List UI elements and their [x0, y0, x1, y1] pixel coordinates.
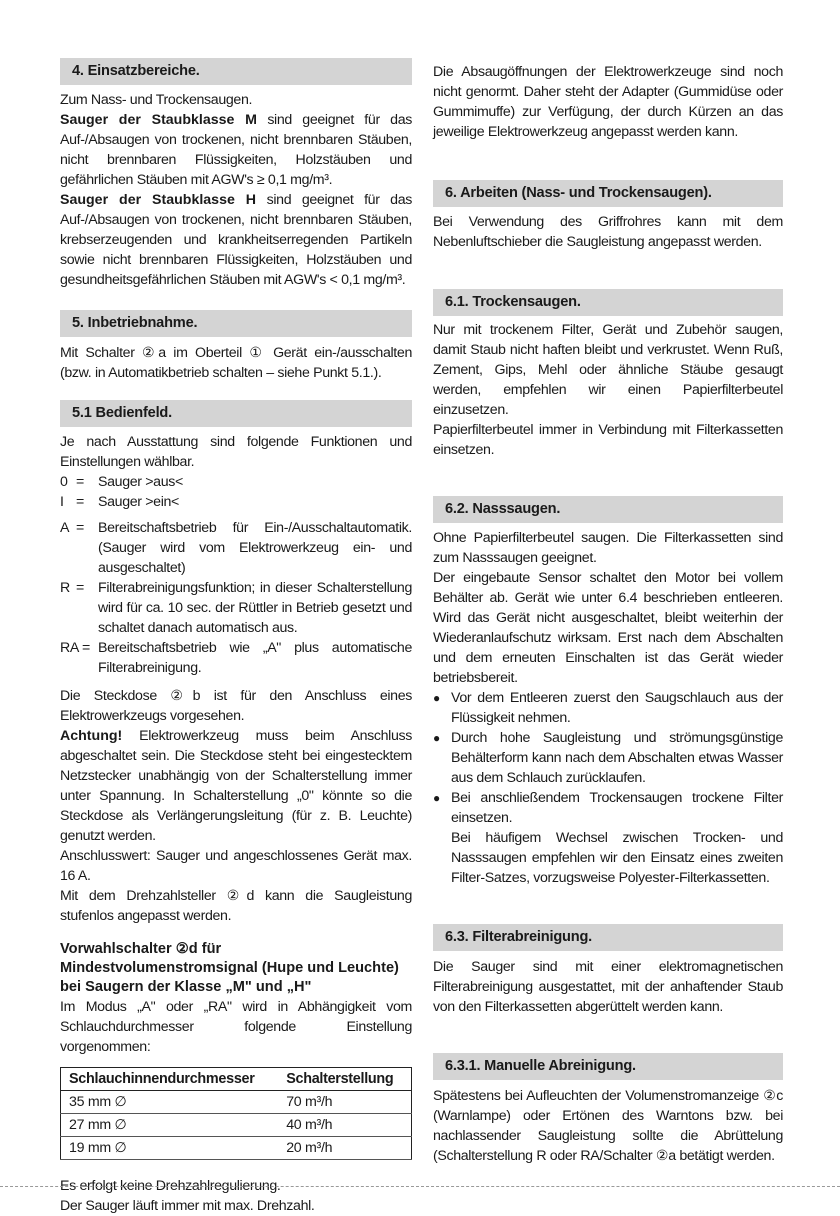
- speed-control-text: Mit dem Drehzahlsteller ②d kann die Saugleistung stufenlos angepasst werden.: [60, 888, 412, 924]
- table-cell: 19 mm ∅: [61, 1137, 279, 1160]
- class-h-text: sind geeignet für das Auf-/Absaugen von trockenen, nicht brennbaren Stäuben, krebserzeugenden und krankheitserregenden Partikeln sowie nicht brennbaren Flüssigkeiten, Holzstäuben und gesundheitsgefährlichen Stäuben mit AGW's < 0,1 mg/m³.: [60, 192, 412, 288]
- preselector-heading: Vorwahlschalter ②d für Mindestvolumenstromsignal (Hupe und Leuchte) bei Saugern der Klasse „M" und „H": [60, 941, 399, 995]
- right-column: [433, 62, 783, 1166]
- section-4-intro: Zum Nass- und Trockensaugen.: [60, 92, 253, 108]
- section-6-3-1-text: Spätestens bei Aufleuchten der Volumenstromanzeige ②c (Warnlampe) oder Ertönen des Warntons bzw. bei nachlassender Saugleistung sollte die Abrüttelung (Schalterstellung R oder RA/Schalter ②a betätigt werden.: [433, 1088, 783, 1164]
- table-header-row: [61, 1068, 412, 1091]
- equals-sign: =: [76, 474, 84, 490]
- warning-text: [60, 726, 412, 846]
- section-5-1-intro: Je nach Ausstattung sind folgende Funktionen und Einstellungen wählbar.: [60, 434, 412, 470]
- class-m-label: Sauger der Staubklasse M: [60, 112, 257, 128]
- bullet-icon: ●: [433, 731, 440, 745]
- socket-text: Die Steckdose ②b ist für den Anschluss eines Elektrowerkzeugs vorgesehen.: [60, 688, 412, 724]
- section-6-1-heading: 6.1. Trockensaugen.: [433, 289, 783, 316]
- hose-table: [60, 1067, 412, 1160]
- section-4-heading: 4. Einsatzbereiche.: [60, 58, 412, 85]
- definition-key: R: [60, 580, 70, 596]
- definition-key: A: [60, 520, 70, 536]
- section-6-3-1-heading: 6.3.1. Manuelle Abreinigung.: [433, 1053, 783, 1080]
- table-cell: 35 mm ∅: [61, 1091, 279, 1114]
- connection-value: Anschlusswert: Sauger und angeschlossenes Gerät max. 16 A.: [60, 848, 412, 884]
- list-item-text: Durch hohe Saugleistung und strömungsgünstige Behälterform kann nach dem Abschalten etwas Wasser aus dem Schlauch zurücklaufen.: [451, 730, 783, 786]
- section-6-2-text-1: Ohne Papierfilterbeutel saugen. Die Filterkassetten sind zum Nasssaugen geeignet.: [433, 530, 783, 566]
- bullet-spacer: [433, 828, 451, 888]
- section-5-text: Mit Schalter ②a im Oberteil ① Gerät ein-/ausschalten (bzw. in Automatikbetrieb schalten – siehe Punkt 5.1.).: [60, 345, 412, 381]
- table-cell: 70 m³/h: [278, 1091, 411, 1114]
- definition-value: Sauger >ein<: [98, 494, 179, 510]
- definition-row: [60, 492, 412, 512]
- list-item-text: Bei häufigem Wechsel zwischen Trocken- und Nasssaugen empfehlen wir den Einsatz eines zweiten Filter-Satzes, vorzugsweise Polyester-Filterkassetten.: [451, 830, 783, 886]
- list-item: [433, 788, 783, 828]
- table-row: [61, 1091, 412, 1114]
- equals-sign: =: [76, 520, 84, 536]
- definition-value: Bereitschaftsbetrieb wie „A" plus automatische Filterabreinigung.: [98, 640, 412, 676]
- section-6-1-note: Papierfilterbeutel immer in Verbindung mit Filterkassetten einsetzen.: [433, 422, 783, 458]
- section-4-class-m: [60, 110, 412, 190]
- adapter-text: Die Absaugöffnungen der Elektrowerkzeuge sind noch nicht genormt. Daher steht der Adapter (Gummidüse oder Gummimuffe) zur Verfügung, der durch Kürzen an das jeweilige Elektrowerkzeug angepasst werden kann.: [433, 64, 783, 140]
- definition-key: I: [60, 494, 64, 510]
- definition-value: Sauger >aus<: [98, 474, 183, 490]
- warning-label: Achtung!: [60, 728, 123, 744]
- table-cell: 20 m³/h: [278, 1137, 411, 1160]
- table-row: [61, 1114, 412, 1137]
- list-item: [433, 688, 783, 728]
- left-column: [60, 58, 412, 1216]
- list-item-text: Vor dem Entleeren zuerst den Saugschlauch aus der Flüssigkeit nehmen.: [451, 690, 783, 726]
- list-item-text: Bei anschließendem Trockensaugen trockene Filter einsetzen.: [451, 790, 783, 826]
- definition-key: 0: [60, 474, 68, 490]
- section-4-class-h: [60, 190, 412, 290]
- definition-row: [60, 472, 412, 492]
- definition-row: [60, 638, 412, 678]
- warning-body: Elektrowerkzeug muss beim Anschluss abgeschaltet sein. Die Steckdose steht bei eingestecktem Netzstecker unabhängig von der Schalterstellung immer unter Spannung. In Schalterstellung „0" könnte so die Steckdose als Verlängerungsleitung (für z. B. Leuchte) genutzt werden.: [60, 728, 412, 844]
- list-item-continuation: [433, 828, 783, 888]
- table-row: [61, 1137, 412, 1160]
- definition-row: [60, 518, 412, 578]
- class-h-label: Sauger der Staubklasse H: [60, 192, 257, 208]
- list-item: [433, 728, 783, 788]
- equals-sign: =: [82, 640, 90, 656]
- preselector-text: Im Modus „A" oder „RA" wird in Abhängigkeit vom Schlauchdurchmesser folgende Einstellung vorgenommen:: [60, 999, 412, 1055]
- column-header: Schlauchinnendurchmesser: [61, 1068, 279, 1091]
- table-cell: 27 mm ∅: [61, 1114, 279, 1137]
- section-6-heading: 6. Arbeiten (Nass- und Trockensaugen).: [433, 180, 783, 207]
- bullet-icon: ●: [433, 691, 440, 705]
- section-6-text: Bei Verwendung des Griffrohres kann mit dem Nebenluftschieber die Saugleistung angepasst werden.: [433, 214, 783, 250]
- page-edge-divider: [0, 1186, 840, 1187]
- section-5-heading: 5. Inbetriebnahme.: [60, 310, 412, 337]
- definition-key: RA: [60, 640, 80, 656]
- closing-line-2: Der Sauger läuft immer mit max. Drehzahl.: [60, 1198, 315, 1214]
- closing-line-1: Es erfolgt keine Drehzahlregulierung.: [60, 1178, 281, 1194]
- class-m-text: sind geeignet für das Auf-/Absaugen von trockenen, nicht brennbaren Stäuben, nicht brennbaren Flüssigkeiten, Holzstäuben und gefährlichen Stäuben mit AGW's ≥ 0,1 mg/m³.: [60, 112, 413, 188]
- definition-row: [60, 578, 412, 638]
- section-6-1-text: Nur mit trockenem Filter, Gerät und Zubehör saugen, damit Staub nicht haften bleibt und verkrustet. Wenn Ruß, Zement, Gips, Mehl oder ähnliche Stäube gesaugt werden, empfehlen wir einen Papierfilterbeutel einzusetzen.: [433, 322, 783, 418]
- equals-sign: =: [76, 494, 84, 510]
- equals-sign: =: [76, 580, 84, 596]
- definition-value: Filterabreinigungsfunktion; in dieser Schalterstellung wird für ca. 10 sec. der Rüttler in Betrieb gesetzt und schaltet danach automatisch aus.: [98, 580, 412, 636]
- definition-value: Bereitschaftsbetrieb für Ein-/Ausschaltautomatik. (Sauger wird vom Elektrowerkzeug ein- und ausgeschaltet): [98, 520, 412, 576]
- section-5-1-heading: 5.1 Bedienfeld.: [60, 400, 412, 427]
- table-cell: 40 m³/h: [278, 1114, 411, 1137]
- column-header: Schalterstellung: [278, 1068, 411, 1091]
- section-6-3-heading: 6.3. Filterabreinigung.: [433, 924, 783, 951]
- section-6-2-heading: 6.2. Nasssaugen.: [433, 496, 783, 523]
- section-6-3-text: Die Sauger sind mit einer elektromagnetischen Filterabreinigung ausgestattet, mit der anhaftender Staub von den Filterkassetten abgerüttelt werden kann.: [433, 959, 783, 1015]
- section-6-2-text-2: Der eingebaute Sensor schaltet den Motor bei vollem Behälter ab. Gerät wie unter 6.4 beschrieben entleeren. Wird das Gerät nicht ausgeschaltet, bleibt weiterhin der Wiederanlaufschutz wirksam. Erst nach dem Abschalten und dem erneuten Einschalten ist das Gerät wieder betriebsbereit.: [433, 570, 783, 686]
- bullet-icon: ●: [433, 791, 440, 805]
